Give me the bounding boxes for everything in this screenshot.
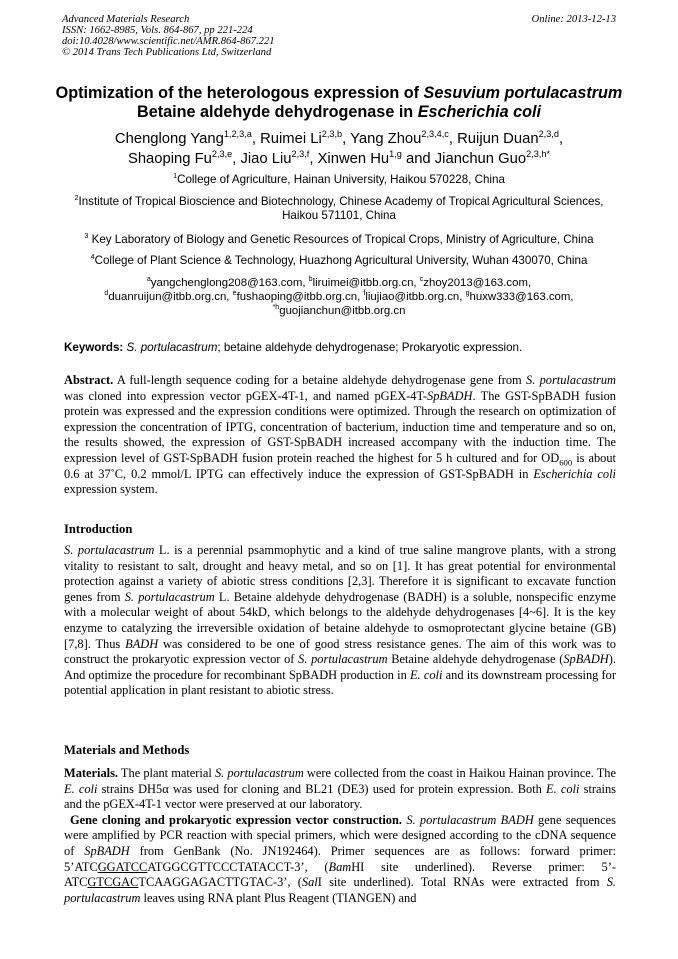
author-name: Ruimei Li [260,131,322,147]
email-link[interactable]: fushaoping@itbb.org.cn [236,291,358,303]
author-name: Chenglong Yang [114,131,224,147]
issn-line: ISSN: 1662-8985, Vols. 864-867, pp 221-224 [62,25,253,36]
introduction-text: S. portulacastrum L. is a perennial psammophytic and a kind of true saline mangrove plants, with a strong vitality to resistant to salt, drought and heavy metal, and so on [1]. It has great potential for environmental protection against a variety of abiotic stress conditions [2,3]. Therefore it is significant to excavate function genes from S. portulacastrum L. Betaine aldehyde dehydrogenase (BADH) is a soluble, nonspecific enzyme with a molecular weight of about 54kD, which belongs to the aldehyde dehydrogenases [4~6]. It is the key enzyme to catalyzing the irreversible oxidation of betaine aldehyde to osmoprotectant glycine betaine (GB) [7,8]. Thus BADH was considered to be one of good stress resistance genes. The aim of this work was to construct the prokaryotic expression vector of S. portulacastrum Betaine aldehyde dehydrogenase (SpBADH). And optimize the procedure for recombinant SpBADH production in E. coli and its downstream processing for potential application in plant resistant to abiotic stress. [64,543,616,698]
methods-text [64,766,616,906]
gene-cloning-paragraph: Gene cloning and prokaryotic expression vector construction. S. portulacastrum BADH gene sequences were amplified by PCR reaction with special primers, which were designed according to the cDNA sequence of SpBADH from GenBank (No. JN192464). Primer sequences are as follows: forward primer: 5’ATCGGATCCATGGCGTTCCCTATACCT-3’, (BamHI site underlined). Reverse primer: 5’-ATCGTCGACTCAAGGAGACTTGTAC-3’, (SalI site underlined). Total RNAs were extracted from S. portulacastrum leaves using RNA plant Plus Reagent (TIANGEN) and [64,812,616,905]
email-list: $^a$yangchenglong208@163.com, $^b$liruimei@itbb.org.cn, $^c$zhoy2013@163.com, $^d$duanruijun@itbb.org.cn, $^e$fushaoping@itbb.org.cn, $^f$liujiao@itbb.org.cn, $^g$huxw333@163.com, $^{*h}$guojianchun@itbb.org.cn [104,276,574,317]
affiliation: $^4$College of Plant Science & Technology, Huazhong Agricultural University, Wuhan 430070, China [90,252,588,267]
restriction-site: GTCGAC [87,875,139,890]
email-link[interactable]: duanruijun@itbb.org.cn [108,291,227,303]
email-link[interactable]: yangchenglong208@163.com [150,277,303,289]
email-link[interactable]: liruimei@itbb.org.cn [312,277,414,289]
affiliation: $^2$Institute of Tropical Bioscience and Biotechnology, Chinese Academy of Tropical Agricultural Sciences, Haikou 571101, China [74,192,604,222]
author-name: Jianchun Guo [434,150,527,167]
affiliation-list [56,173,622,278]
email-link[interactable]: zhoy2013@163.com [423,277,528,289]
paper-title: Optimization of the heterologous expression of Sesuvium portulacastrum Betaine aldehyde dehydrogenase in Escherichia coli [55,84,623,121]
affiliation: $^1$College of Agriculture, Hainan University, Haikou 570228, China [173,171,505,186]
section-heading-methods: Materials and Methods [64,743,190,757]
restriction-site: GGATCC [97,859,148,874]
author-name: Shaoping Fu [127,150,212,167]
author-name: Yang Zhou [350,131,422,147]
abstract: Abstract. A full-length sequence coding for a betaine aldehyde dehydrogenase gene from S. portulacastrum was cloned into expression vector pGEX-4T-1, and named pGEX-4T-SpBADH. The GST-SpBADH fusion protein was expressed and the expression conditions were optimized. Through the research on optimization of expression the concentration of IPTG, concentration of bacterium, induction time and temperature and so on, the results showed, the expression of GST-SpBADH increased accompany with the induction time. The expression level of GST-SpBADH fusion protein reached the highest for 5 h cultured and for $OD_{600}$ is about 0.6 at 37˚C, 0.2 mmol/L IPTG can effectively induce the expression of GST-SpBADH in Escherichia coli expression system. [64,373,617,497]
affiliation: $^3$ Key Laboratory of Biology and Genetic Resources of Tropical Crops, Ministry of Agriculture, China [84,230,594,246]
journal-header [62,14,616,58]
author-name: Ruijun Duan [457,131,539,147]
doi-line: doi:10.4028/www.scientific.net/AMR.864-867.221 [62,36,275,47]
author-list: Chenglong Yang$^{1,2,3,a}$, Ruimei Li$^{2,3,b}$, Yang Zhou$^{2,3,4,c}$, Ruijun Duan$^{2,3,d}$, Shaoping Fu$^{2,3,e}$, Jiao Liu$^{2,3,f}$, Xinwen Hu$^{1,g}$ and Jianchun Guo$^{2,3,h*}$ [114,129,564,167]
section-heading-introduction: Introduction [64,522,133,536]
author-name: Jiao Liu [240,150,292,167]
email-link[interactable]: huxw333@163.com [469,291,571,303]
online-date: Online: 2013-12-13 [531,14,616,25]
materials-paragraph: Materials. The plant material S. portulacastrum were collected from the coast in Haikou Hainan province. The E. coli strains DH5α was used for cloning and BL21 (DE3) used for protein expression. Both E. coli strains and the pGEX-4T-1 vector were preserved at our laboratory. [64,766,616,812]
email-link[interactable]: liujiao@itbb.org.cn [365,291,460,303]
journal-name: Advanced Materials Research [62,14,190,25]
keywords: Keywords: S. portulacastrum; betaine aldehyde dehydrogenase; Prokaryotic expression. [64,341,523,354]
email-link[interactable]: guojianchun@itbb.org.cn [279,305,406,317]
abstract-label: Abstract. [64,373,114,387]
author-name: Xinwen Hu [317,150,390,167]
keywords-label: Keywords: [64,341,124,354]
copyright-line: © 2014 Trans Tech Publications Ltd, Switzerland [62,47,272,58]
